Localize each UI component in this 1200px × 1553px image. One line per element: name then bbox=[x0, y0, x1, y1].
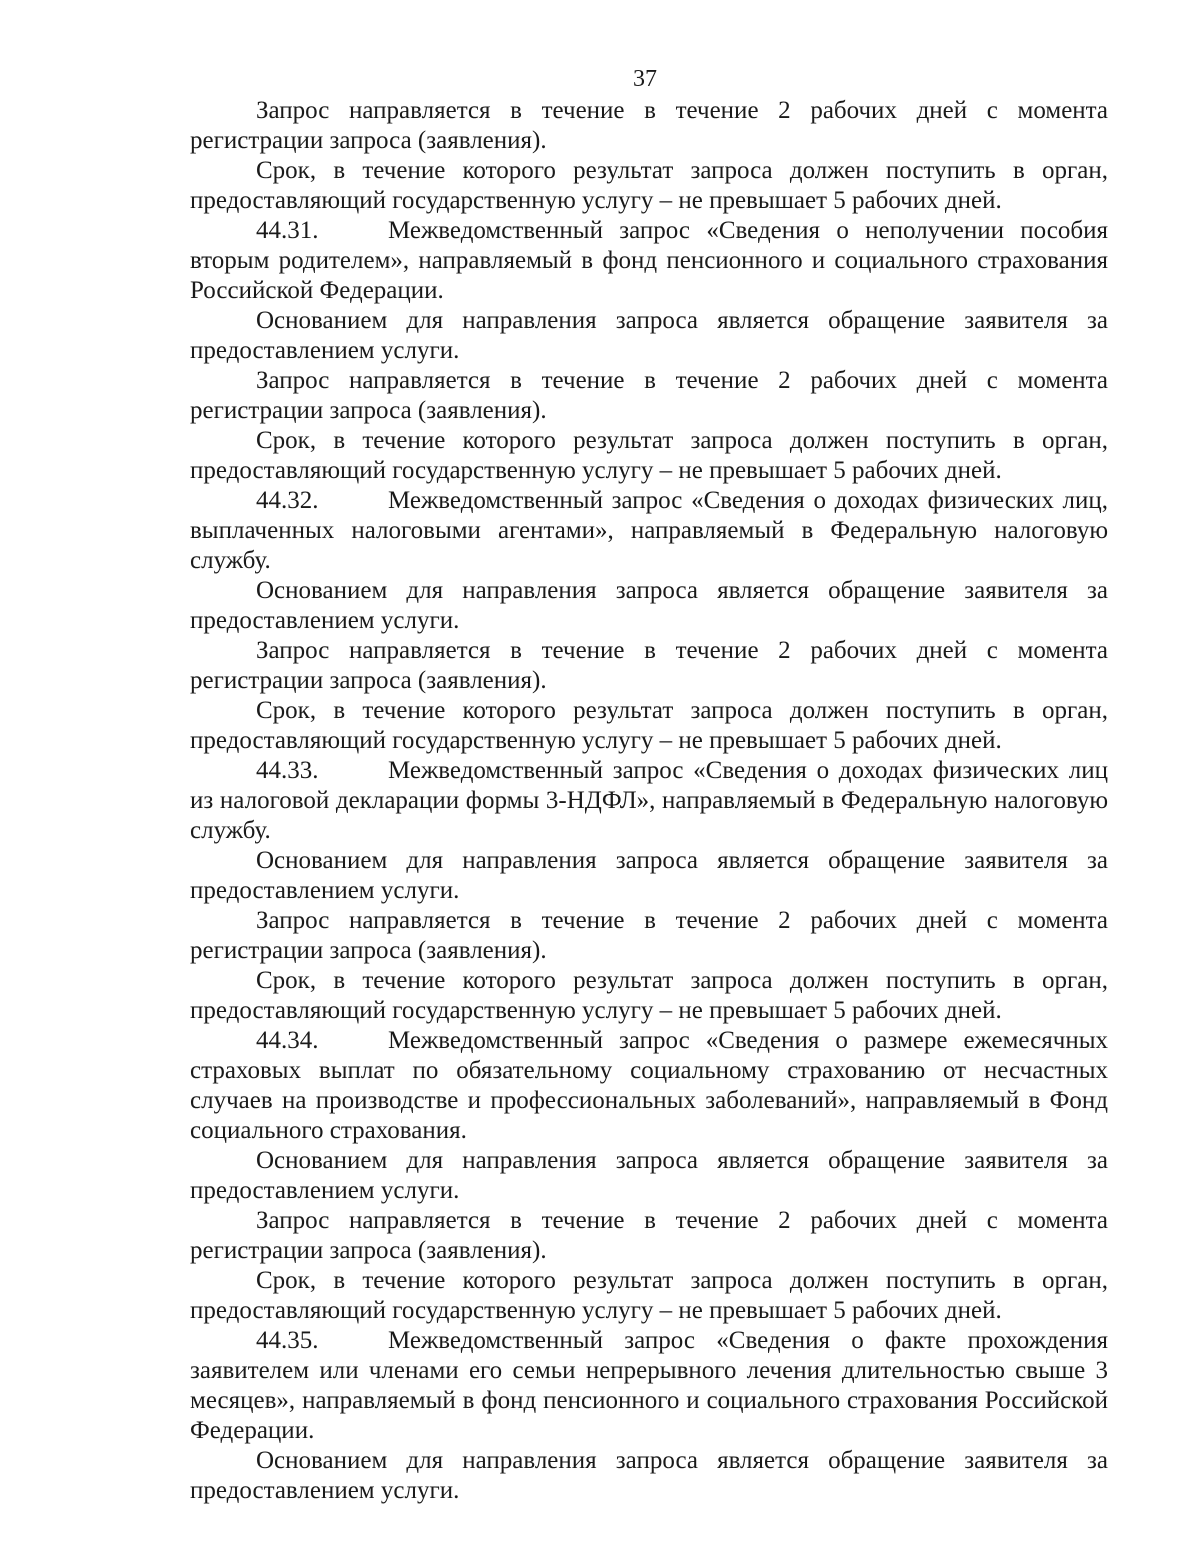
paragraph: Срок, в течение которого результат запроса должен поступить в орган, предоставляющий государственную услугу – не превышает 5 рабочих дней. bbox=[190, 1267, 1108, 1324]
item-text: Межведомственный запрос «Сведения о факте прохождения заявителем или членами его семьи непрерывного лечения длительностью свыше 3 месяцев», направляемый в фонд пенсионного и социального страхования Российской Федерации. bbox=[190, 1327, 1108, 1444]
paragraph: Запрос направляется в течение в течение 2 рабочих дней с момента регистрации запроса (заявления). bbox=[190, 907, 1108, 964]
paragraph: Запрос направляется в течение в течение 2 рабочих дней с момента регистрации запроса (заявления). bbox=[190, 97, 1108, 154]
item-number: 44.33. bbox=[256, 757, 319, 784]
numbered-item bbox=[190, 216, 1108, 306]
numbered-item bbox=[190, 1026, 1108, 1146]
item-text: Межведомственный запрос «Сведения о доходах физических лиц из налоговой декларации формы 3-НДФЛ», направляемый в Федеральную налоговую службу. bbox=[190, 757, 1108, 844]
paragraph: Срок, в течение которого результат запроса должен поступить в орган, предоставляющий государственную услугу – не превышает 5 рабочих дней. bbox=[190, 697, 1108, 754]
item-number: 44.34. bbox=[256, 1027, 319, 1054]
paragraph: Основанием для направления запроса является обращение заявителя за предоставлением услуги. bbox=[190, 1447, 1108, 1504]
item-text: Межведомственный запрос «Сведения о размере ежемесячных страховых выплат по обязательному социальному страхованию от несчастных случаев на производстве и профессиональных заболеваний», направляемый в Фонд социального страхования. bbox=[190, 1027, 1108, 1144]
item-text: Межведомственный запрос «Сведения о неполучении пособия вторым родителем», направляемый в фонд пенсионного и социального страхования Российской Федерации. bbox=[190, 217, 1108, 304]
paragraph: Основанием для направления запроса является обращение заявителя за предоставлением услуги. bbox=[190, 847, 1108, 904]
item-number: 44.32. bbox=[256, 487, 319, 514]
paragraph: Запрос направляется в течение в течение 2 рабочих дней с момента регистрации запроса (заявления). bbox=[190, 1207, 1108, 1264]
paragraph: Основанием для направления запроса является обращение заявителя за предоставлением услуги. bbox=[190, 307, 1108, 364]
numbered-item bbox=[190, 1326, 1108, 1446]
page-number: 37 bbox=[633, 66, 657, 92]
paragraph: Основанием для направления запроса является обращение заявителя за предоставлением услуги. bbox=[190, 577, 1108, 634]
item-text: Межведомственный запрос «Сведения о доходах физических лиц, выплаченных налоговыми агентами», направляемый в Федеральную налоговую службу. bbox=[190, 487, 1108, 574]
paragraph: Срок, в течение которого результат запроса должен поступить в орган, предоставляющий государственную услугу – не превышает 5 рабочих дней. bbox=[190, 967, 1108, 1024]
numbered-item bbox=[190, 756, 1108, 846]
item-number: 44.35. bbox=[256, 1327, 319, 1354]
paragraph: Запрос направляется в течение в течение 2 рабочих дней с момента регистрации запроса (заявления). bbox=[190, 637, 1108, 694]
document-body bbox=[190, 96, 1108, 1506]
paragraph: Запрос направляется в течение в течение 2 рабочих дней с момента регистрации запроса (заявления). bbox=[190, 367, 1108, 424]
paragraph: Срок, в течение которого результат запроса должен поступить в орган, предоставляющий государственную услугу – не превышает 5 рабочих дней. bbox=[190, 157, 1108, 214]
paragraph: Срок, в течение которого результат запроса должен поступить в орган, предоставляющий государственную услугу – не превышает 5 рабочих дней. bbox=[190, 427, 1108, 484]
item-number: 44.31. bbox=[256, 217, 319, 244]
paragraph: Основанием для направления запроса является обращение заявителя за предоставлением услуги. bbox=[190, 1147, 1108, 1204]
numbered-item bbox=[190, 486, 1108, 576]
